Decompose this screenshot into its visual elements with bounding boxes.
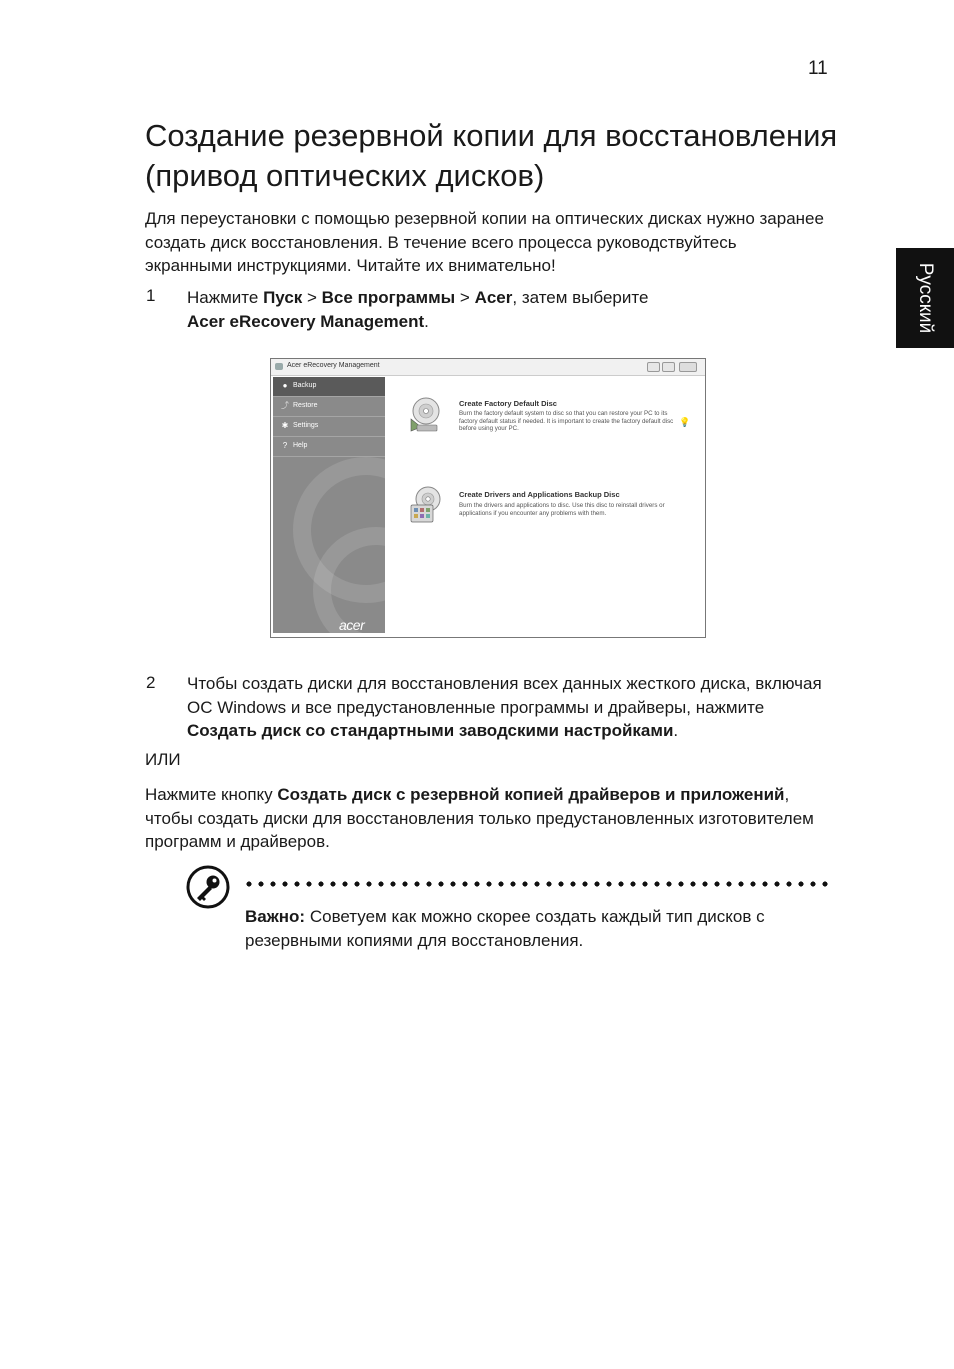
window-title: Acer eRecovery Management: [287, 362, 380, 369]
minimize-button[interactable]: [647, 362, 660, 372]
page-number: 11: [808, 58, 828, 79]
maximize-button[interactable]: [662, 362, 675, 372]
important-key-icon: [186, 865, 230, 909]
language-tab-label: Русский: [915, 262, 936, 334]
restore-icon: ⤴: [281, 401, 289, 410]
step-1-start: Пуск: [263, 288, 303, 307]
help-icon: ?: [282, 441, 288, 450]
lightbulb-icon: 💡: [679, 417, 691, 427]
step-2-text: [187, 672, 827, 743]
step-1-text: [187, 286, 827, 333]
factory-disc-icon[interactable]: [407, 395, 443, 435]
step-1-mid: , затем выберите: [512, 288, 649, 307]
erecovery-screenshot: [270, 358, 706, 638]
sidebar-item-label: Restore: [293, 402, 318, 409]
drivers-disc-icon[interactable]: [407, 485, 443, 525]
sidebar-item-restore[interactable]: [273, 397, 385, 417]
option-2-title[interactable]: Create Drivers and Applications Backup Disc: [459, 490, 620, 499]
step-1-acer: Acer: [474, 288, 513, 307]
step-2-end: .: [673, 721, 679, 740]
sidebar-item-label: Help: [293, 442, 308, 449]
option-1-title[interactable]: Create Factory Default Disc: [459, 399, 557, 408]
note-label: Важно:: [245, 907, 306, 926]
step-2-number: 2: [146, 673, 156, 692]
step-2-body: Чтобы создать диски для восстановления всех данных жесткого диска, включая ОС Windows и все предустановленные программы и драйверы, нажмите: [187, 674, 822, 717]
alt-bold: Создать диск с резервной копией драйверов и приложений: [277, 785, 785, 804]
step-1-number: 1: [146, 286, 156, 305]
note-divider: [243, 881, 828, 887]
or-label: ИЛИ: [145, 750, 181, 769]
step-1-sep: >: [302, 288, 322, 307]
option-2-description: Burn the drivers and applications to disc. Use this disc to reinstall drivers or applications if you encounter any problems with them.: [459, 502, 665, 517]
page-title: Создание резервной копии для восстановления (привод оптических дисков): [145, 118, 838, 193]
window-titlebar: [271, 359, 705, 376]
alt-post: , чтобы создать диски для восстановления только предустановленных изготовителем программ и драйверов.: [145, 785, 814, 851]
backup-icon: ●: [282, 381, 288, 390]
main-panel: [387, 377, 703, 633]
language-tab: [896, 248, 954, 348]
step-1-app-name: Acer eRecovery Management: [187, 311, 425, 331]
sidebar-item-help[interactable]: [273, 437, 385, 457]
sidebar: [273, 377, 385, 633]
sidebar-item-label: Settings: [293, 422, 319, 429]
gear-icon: ✱: [281, 421, 289, 430]
step-1-sep: >: [455, 288, 475, 307]
option-1-description: Burn the factory default system to disc so that you can restore your PC to its factory default status if needed. It is important to create the factory default disc before using your PC.: [459, 410, 674, 433]
note-body: Советуем как можно скорее создать каждый тип дисков с резервными копиями для восстановления.: [245, 907, 765, 950]
sidebar-item-label: Backup: [293, 382, 317, 389]
alt-pre: Нажмите кнопку: [145, 785, 278, 804]
acer-logo: acer: [339, 617, 365, 633]
step-1-end: .: [424, 311, 429, 331]
step-1-pre: Нажмите: [187, 288, 264, 307]
app-icon: [275, 363, 283, 370]
sidebar-item-backup[interactable]: [273, 377, 385, 397]
step-2-bold: Создать диск со стандартными заводскими настройками: [187, 721, 674, 740]
alternative-paragraph: [145, 783, 825, 854]
step-1-all-programs: Все программы: [321, 288, 456, 307]
close-button[interactable]: [679, 362, 697, 372]
sidebar-item-settings[interactable]: [273, 417, 385, 437]
important-note: [245, 905, 835, 952]
intro-paragraph: Для переустановки с помощью резервной копии на оптических дисках нужно заранее создать диск восстановления. В течение всего процесса руководствуйтесь экранными инструкциями. Читайте их внимательно!: [145, 209, 824, 275]
